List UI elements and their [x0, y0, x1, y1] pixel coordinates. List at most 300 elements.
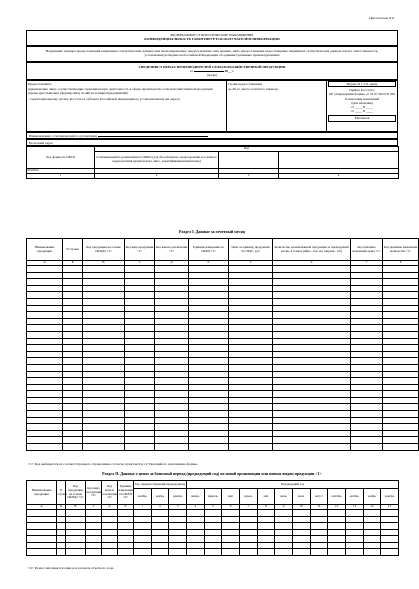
input-cell[interactable]	[229, 298, 273, 305]
input-cell[interactable]	[27, 338, 63, 345]
input-cell[interactable]	[351, 305, 383, 312]
input-cell[interactable]	[345, 549, 363, 556]
input-cell[interactable]	[189, 266, 229, 273]
input-cell[interactable]	[229, 358, 273, 365]
input-cell[interactable]	[27, 437, 63, 444]
input-cell[interactable]	[83, 378, 125, 385]
input-cell[interactable]	[155, 292, 189, 299]
input-cell[interactable]	[27, 272, 63, 279]
input-cell[interactable]	[125, 266, 155, 273]
input-cell[interactable]	[310, 549, 328, 556]
input-cell[interactable]	[63, 430, 83, 437]
input-cell[interactable]	[155, 266, 189, 273]
input-cell[interactable]	[83, 430, 125, 437]
input-cell[interactable]	[383, 285, 419, 292]
input-cell[interactable]	[155, 272, 189, 279]
input-cell[interactable]	[383, 444, 419, 451]
input-cell[interactable]	[155, 305, 189, 312]
input-cell[interactable]	[351, 397, 383, 404]
input-cell[interactable]	[63, 312, 83, 319]
input-cell[interactable]	[351, 437, 383, 444]
input-cell[interactable]	[383, 331, 419, 338]
input-cell[interactable]	[351, 358, 383, 365]
input-cell[interactable]	[229, 384, 273, 391]
input-cell[interactable]	[83, 444, 125, 451]
input-cell[interactable]	[273, 279, 351, 286]
input-cell[interactable]	[125, 272, 155, 279]
input-cell[interactable]	[383, 417, 419, 424]
input-cell[interactable]	[125, 305, 155, 312]
input-cell[interactable]	[83, 371, 125, 378]
input-cell[interactable]	[189, 338, 229, 345]
input-cell[interactable]	[229, 312, 273, 319]
input-cell[interactable]	[155, 444, 189, 451]
input-cell[interactable]	[351, 285, 383, 292]
input-cell[interactable]	[328, 549, 346, 556]
input-cell[interactable]	[383, 430, 419, 437]
input-cell[interactable]	[351, 424, 383, 431]
input-cell[interactable]	[189, 298, 229, 305]
input-cell[interactable]	[83, 351, 125, 358]
input-cell[interactable]	[273, 371, 351, 378]
input-cell[interactable]	[83, 312, 125, 319]
input-cell[interactable]	[27, 364, 63, 371]
input-cell[interactable]	[189, 285, 229, 292]
input-cell[interactable]	[229, 430, 273, 437]
input-cell[interactable]	[383, 298, 419, 305]
input-cell[interactable]	[63, 378, 83, 385]
input-cell[interactable]	[125, 378, 155, 385]
input-cell[interactable]	[155, 391, 189, 398]
input-cell[interactable]	[229, 397, 273, 404]
input-cell[interactable]	[27, 384, 63, 391]
input-cell[interactable]	[383, 325, 419, 332]
input-cell[interactable]	[189, 345, 229, 352]
input-cell[interactable]	[27, 424, 63, 431]
input-cell[interactable]	[222, 549, 240, 556]
input-cell[interactable]	[229, 424, 273, 431]
input-cell[interactable]	[383, 266, 419, 273]
input-cell[interactable]	[27, 430, 63, 437]
input-cell[interactable]	[155, 318, 189, 325]
input-cell[interactable]	[27, 298, 63, 305]
input-cell[interactable]	[189, 279, 229, 286]
input-cell[interactable]	[189, 318, 229, 325]
input-cell[interactable]	[27, 318, 63, 325]
input-cell[interactable]	[383, 312, 419, 319]
input-cell[interactable]	[63, 338, 83, 345]
input-cell[interactable]	[83, 417, 125, 424]
input-cell[interactable]	[351, 378, 383, 385]
input-cell[interactable]	[155, 338, 189, 345]
input-cell[interactable]	[273, 331, 351, 338]
input-cell[interactable]	[229, 305, 273, 312]
input-cell[interactable]	[27, 391, 63, 398]
input-cell[interactable]	[83, 437, 125, 444]
input-cell[interactable]	[229, 444, 273, 451]
input-cell[interactable]	[383, 364, 419, 371]
input-cell[interactable]	[155, 358, 189, 365]
input-cell[interactable]	[239, 549, 257, 556]
input-cell[interactable]	[125, 444, 155, 451]
input-cell[interactable]	[351, 318, 383, 325]
input-cell[interactable]	[273, 305, 351, 312]
input-cell[interactable]	[351, 279, 383, 286]
input-cell[interactable]	[125, 397, 155, 404]
input-cell[interactable]	[229, 292, 273, 299]
input-cell[interactable]	[151, 549, 169, 556]
input-cell[interactable]	[63, 272, 83, 279]
input-cell[interactable]	[229, 437, 273, 444]
input-cell[interactable]	[83, 404, 125, 411]
input-cell[interactable]	[273, 378, 351, 385]
input-cell[interactable]	[229, 351, 273, 358]
input-cell[interactable]	[189, 397, 229, 404]
input-cell[interactable]	[83, 397, 125, 404]
input-cell[interactable]	[66, 549, 86, 556]
input-cell[interactable]	[383, 404, 419, 411]
input-cell[interactable]	[63, 391, 83, 398]
input-cell[interactable]	[27, 266, 63, 273]
input-cell[interactable]	[83, 411, 125, 418]
input-cell[interactable]	[27, 285, 63, 292]
input-cell[interactable]	[351, 292, 383, 299]
input-cell[interactable]	[83, 325, 125, 332]
input-cell[interactable]	[125, 351, 155, 358]
input-cell[interactable]	[134, 549, 152, 556]
input-cell[interactable]	[273, 272, 351, 279]
input-cell[interactable]	[155, 351, 189, 358]
input-cell[interactable]	[155, 279, 189, 286]
input-cell[interactable]	[125, 358, 155, 365]
input-cell[interactable]	[383, 371, 419, 378]
input-cell[interactable]	[83, 364, 125, 371]
input-cell[interactable]	[27, 378, 63, 385]
input-cell[interactable]	[125, 411, 155, 418]
org-name-field[interactable]	[98, 136, 208, 137]
input-cell[interactable]	[189, 325, 229, 332]
input-cell[interactable]	[189, 378, 229, 385]
input-cell[interactable]	[27, 371, 63, 378]
input-cell[interactable]	[27, 404, 63, 411]
input-cell[interactable]	[229, 266, 273, 273]
input-cell[interactable]	[273, 285, 351, 292]
input-cell[interactable]	[189, 351, 229, 358]
input-cell[interactable]	[63, 384, 83, 391]
input-cell[interactable]	[189, 444, 229, 451]
input-cell[interactable]	[155, 378, 189, 385]
input-cell[interactable]	[273, 391, 351, 398]
input-cell[interactable]	[63, 298, 83, 305]
input-cell[interactable]	[229, 364, 273, 371]
input-cell[interactable]	[229, 279, 273, 286]
input-cell[interactable]	[125, 345, 155, 352]
input-cell[interactable]	[383, 378, 419, 385]
input-cell[interactable]	[351, 404, 383, 411]
input-cell[interactable]	[229, 338, 273, 345]
input-cell[interactable]	[273, 292, 351, 299]
input-cell[interactable]	[383, 397, 419, 404]
input-cell[interactable]	[27, 351, 63, 358]
input-cell[interactable]	[27, 358, 63, 365]
input-cell[interactable]	[383, 318, 419, 325]
input-cell[interactable]	[63, 424, 83, 431]
input-cell[interactable]	[155, 325, 189, 332]
input-cell[interactable]	[155, 384, 189, 391]
input-cell[interactable]	[63, 285, 83, 292]
input-cell[interactable]	[273, 338, 351, 345]
input-cell[interactable]	[83, 384, 125, 391]
input-cell[interactable]	[229, 404, 273, 411]
input-cell[interactable]	[83, 318, 125, 325]
input-cell[interactable]	[351, 298, 383, 305]
input-cell[interactable]	[83, 298, 125, 305]
input-cell[interactable]	[63, 325, 83, 332]
input-cell[interactable]	[63, 358, 83, 365]
input-cell[interactable]	[83, 266, 125, 273]
input-cell[interactable]	[63, 266, 83, 273]
input-cell[interactable]	[273, 437, 351, 444]
input-cell[interactable]	[351, 391, 383, 398]
input-cell[interactable]	[273, 318, 351, 325]
input-cell[interactable]	[155, 397, 189, 404]
input-cell[interactable]	[27, 292, 63, 299]
input-cell[interactable]	[125, 292, 155, 299]
input-cell[interactable]	[155, 364, 189, 371]
input-cell[interactable]	[383, 292, 419, 299]
input-cell[interactable]	[125, 371, 155, 378]
input-cell[interactable]	[125, 430, 155, 437]
input-cell[interactable]	[351, 417, 383, 424]
input-cell[interactable]	[292, 549, 310, 556]
input-cell[interactable]	[273, 351, 351, 358]
input-cell[interactable]	[383, 272, 419, 279]
input-cell[interactable]	[27, 279, 63, 286]
input-cell[interactable]	[229, 417, 273, 424]
input-cell[interactable]	[125, 404, 155, 411]
input-cell[interactable]	[155, 417, 189, 424]
input-cell[interactable]	[351, 364, 383, 371]
input-cell[interactable]	[363, 549, 381, 556]
input-cell[interactable]	[273, 384, 351, 391]
input-cell[interactable]	[229, 345, 273, 352]
input-cell[interactable]	[273, 298, 351, 305]
input-cell[interactable]	[351, 444, 383, 451]
input-cell[interactable]	[125, 424, 155, 431]
input-cell[interactable]	[229, 391, 273, 398]
input-cell[interactable]	[86, 549, 102, 556]
input-cell[interactable]	[189, 358, 229, 365]
input-cell[interactable]	[125, 437, 155, 444]
input-cell[interactable]	[63, 331, 83, 338]
input-cell[interactable]	[189, 430, 229, 437]
input-cell[interactable]	[273, 266, 351, 273]
input-cell[interactable]	[383, 391, 419, 398]
input-cell[interactable]	[63, 444, 83, 451]
input-cell[interactable]	[351, 266, 383, 273]
input-cell[interactable]	[63, 279, 83, 286]
input-cell[interactable]	[118, 549, 134, 556]
input-cell[interactable]	[125, 338, 155, 345]
input-cell[interactable]	[383, 411, 419, 418]
input-cell[interactable]	[83, 424, 125, 431]
input-cell[interactable]	[351, 351, 383, 358]
input-cell[interactable]	[273, 358, 351, 365]
input-cell[interactable]	[63, 318, 83, 325]
input-cell[interactable]	[155, 424, 189, 431]
input-cell[interactable]	[189, 305, 229, 312]
input-cell[interactable]	[83, 292, 125, 299]
input-cell[interactable]	[229, 325, 273, 332]
input-cell[interactable]	[383, 338, 419, 345]
input-cell[interactable]	[351, 312, 383, 319]
input-cell[interactable]	[189, 272, 229, 279]
input-cell[interactable]	[83, 305, 125, 312]
input-cell[interactable]	[125, 325, 155, 332]
input-cell[interactable]	[189, 312, 229, 319]
input-cell[interactable]	[125, 417, 155, 424]
input-cell[interactable]	[189, 404, 229, 411]
input-cell[interactable]	[351, 338, 383, 345]
input-cell[interactable]	[189, 411, 229, 418]
input-cell[interactable]	[275, 549, 293, 556]
input-cell[interactable]	[155, 411, 189, 418]
input-cell[interactable]	[229, 371, 273, 378]
input-cell[interactable]	[83, 272, 125, 279]
input-cell[interactable]	[155, 437, 189, 444]
input-cell[interactable]	[125, 331, 155, 338]
input-cell[interactable]	[204, 549, 222, 556]
input-cell[interactable]	[63, 305, 83, 312]
input-cell[interactable]	[83, 391, 125, 398]
input-cell[interactable]	[155, 331, 189, 338]
input-cell[interactable]	[155, 298, 189, 305]
input-cell[interactable]	[229, 331, 273, 338]
input-cell[interactable]	[125, 318, 155, 325]
input-cell[interactable]	[383, 437, 419, 444]
input-cell[interactable]	[63, 411, 83, 418]
input-cell[interactable]	[155, 371, 189, 378]
input-cell[interactable]	[189, 417, 229, 424]
input-cell[interactable]	[27, 397, 63, 404]
input-cell[interactable]	[125, 364, 155, 371]
input-cell[interactable]	[189, 371, 229, 378]
input-cell[interactable]	[169, 549, 187, 556]
input-cell[interactable]	[63, 351, 83, 358]
input-cell[interactable]	[27, 305, 63, 312]
input-cell[interactable]	[383, 358, 419, 365]
input-cell[interactable]	[383, 424, 419, 431]
input-cell[interactable]	[351, 272, 383, 279]
input-cell[interactable]	[125, 298, 155, 305]
input-cell[interactable]	[351, 325, 383, 332]
input-cell[interactable]	[155, 285, 189, 292]
input-cell[interactable]	[351, 411, 383, 418]
input-cell[interactable]	[273, 345, 351, 352]
input-cell[interactable]	[257, 549, 275, 556]
input-cell[interactable]	[229, 411, 273, 418]
input-cell[interactable]	[27, 345, 63, 352]
input-cell[interactable]	[125, 384, 155, 391]
input-cell[interactable]	[83, 331, 125, 338]
input-cell[interactable]	[125, 391, 155, 398]
input-cell[interactable]	[27, 444, 63, 451]
input-cell[interactable]	[83, 285, 125, 292]
input-cell[interactable]	[273, 325, 351, 332]
input-cell[interactable]	[273, 312, 351, 319]
input-cell[interactable]	[273, 364, 351, 371]
input-cell[interactable]	[27, 411, 63, 418]
input-cell[interactable]	[189, 364, 229, 371]
input-cell[interactable]	[186, 549, 204, 556]
input-cell[interactable]	[273, 430, 351, 437]
input-cell[interactable]	[189, 424, 229, 431]
input-cell[interactable]	[125, 285, 155, 292]
input-cell[interactable]	[189, 292, 229, 299]
input-cell[interactable]	[83, 279, 125, 286]
input-cell[interactable]	[83, 345, 125, 352]
input-cell[interactable]	[63, 364, 83, 371]
input-cell[interactable]	[27, 417, 63, 424]
input-cell[interactable]	[63, 404, 83, 411]
input-cell[interactable]	[189, 384, 229, 391]
input-cell[interactable]	[273, 404, 351, 411]
input-cell[interactable]	[383, 305, 419, 312]
input-cell[interactable]	[273, 444, 351, 451]
input-cell[interactable]	[27, 312, 63, 319]
input-cell[interactable]	[383, 279, 419, 286]
input-cell[interactable]	[27, 331, 63, 338]
input-cell[interactable]	[189, 391, 229, 398]
input-cell[interactable]	[273, 417, 351, 424]
input-cell[interactable]	[351, 345, 383, 352]
input-cell[interactable]	[63, 371, 83, 378]
input-cell[interactable]	[63, 417, 83, 424]
input-cell[interactable]	[155, 345, 189, 352]
input-cell[interactable]	[155, 430, 189, 437]
input-cell[interactable]	[273, 397, 351, 404]
input-cell[interactable]	[102, 549, 118, 556]
input-cell[interactable]	[229, 378, 273, 385]
input-cell[interactable]	[155, 312, 189, 319]
input-cell[interactable]	[383, 384, 419, 391]
input-cell[interactable]	[57, 549, 66, 556]
input-cell[interactable]	[351, 371, 383, 378]
input-cell[interactable]	[27, 325, 63, 332]
input-cell[interactable]	[273, 424, 351, 431]
input-cell[interactable]	[63, 292, 83, 299]
input-cell[interactable]	[351, 430, 383, 437]
input-cell[interactable]	[229, 318, 273, 325]
input-cell[interactable]	[63, 397, 83, 404]
input-cell[interactable]	[381, 549, 399, 556]
input-cell[interactable]	[273, 411, 351, 418]
input-cell[interactable]	[63, 437, 83, 444]
input-cell[interactable]	[27, 549, 57, 556]
input-cell[interactable]	[189, 331, 229, 338]
input-cell[interactable]	[125, 312, 155, 319]
input-cell[interactable]	[83, 358, 125, 365]
input-cell[interactable]	[83, 338, 125, 345]
input-cell[interactable]	[383, 351, 419, 358]
input-cell[interactable]	[351, 331, 383, 338]
input-cell[interactable]	[63, 345, 83, 352]
input-cell[interactable]	[351, 384, 383, 391]
input-cell[interactable]	[189, 437, 229, 444]
input-cell[interactable]	[155, 404, 189, 411]
input-cell[interactable]	[229, 285, 273, 292]
input-cell[interactable]	[383, 345, 419, 352]
